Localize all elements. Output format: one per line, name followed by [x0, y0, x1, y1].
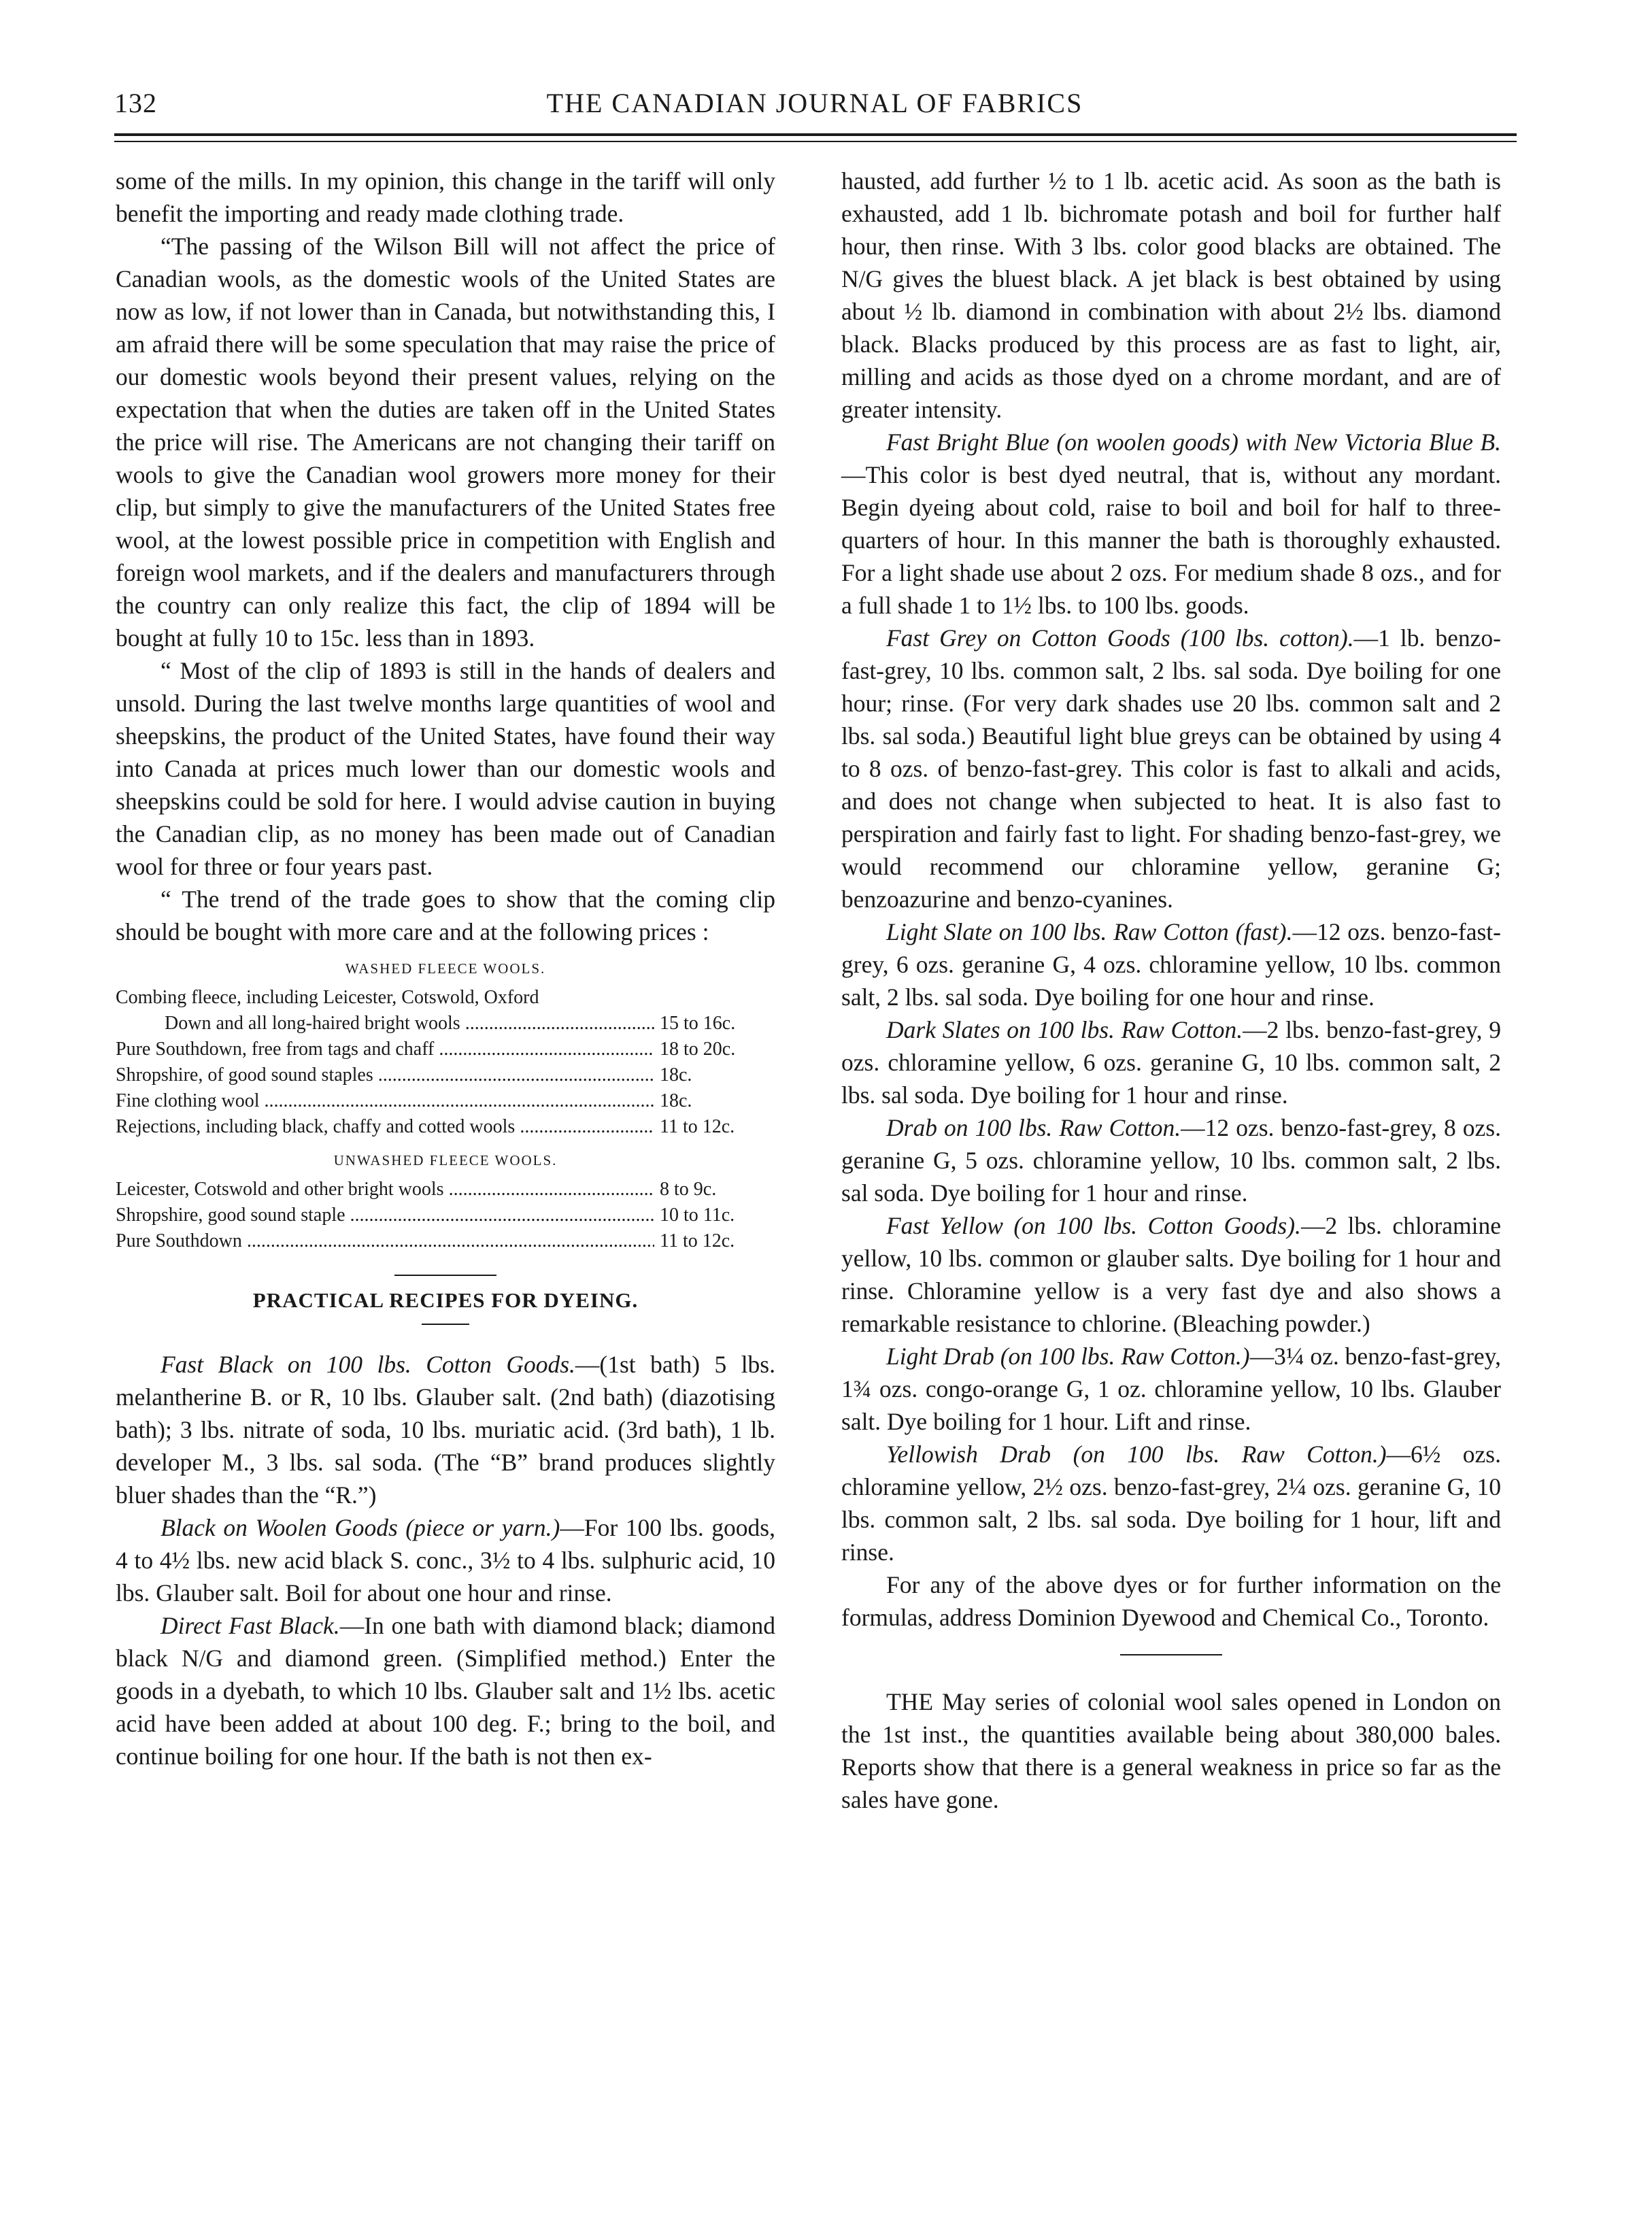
wool-price: 10 to 11c.: [660, 1205, 735, 1226]
recipe-body: —This color is best dyed neutral, that is, without any mordant. Begin dyeing about cold, raise to boil and boil for half to three-quarters of hour. In this manner the bath is thoroughly exhausted. For a light shade use about 2 ozs. For medium shade 8 ozs., and for a full shade 1 to 1½ lbs. to 100 lbs. goods.: [841, 461, 1501, 619]
recipe-body: —3¼ oz. benzo-fast-grey, 1¾ ozs. congo-orange G, 1 oz. chloramine yellow, 10 lbs. Glauber salt. Dye boiling for 1 hour. Lift and rinse.: [841, 1343, 1501, 1435]
table-row: [116, 1114, 775, 1140]
table-row: [116, 1088, 775, 1114]
right-column: [841, 165, 1501, 1816]
wool-price: 15 to 16c.: [660, 1013, 736, 1034]
recipe: [841, 1209, 1501, 1340]
recipe-body: —2 lbs. benzo-fast-grey, 9 ozs. chloramine yellow, 6 ozs. geranine G, 10 lbs. common salt, 2 lbs. sal soda. Dye boiling for 1 hour and rinse.: [841, 1016, 1501, 1109]
recipe: [841, 426, 1501, 622]
section-divider: [1120, 1654, 1222, 1655]
paragraph: “ Most of the clip of 1893 is still in the hands of dealers and unsold. During the last twelve months large quantities of wool and sheepskins, the product of the United States, have found their way into Canada at prices much lower than our domestic wools and sheepskins could be sold for here. I would advise caution in buying the Canadian clip, as no money has been made out of Canadian wool for three or four years past.: [116, 657, 775, 880]
left-column: [116, 165, 775, 1772]
recipe-title: Fast Grey on Cotton Goods (100 lbs. cotton).: [886, 624, 1354, 652]
recipe-title: Light Drab (on 100 lbs. Raw Cotton.): [886, 1343, 1250, 1370]
page-number: 132: [114, 88, 157, 118]
page-header: [114, 87, 1515, 128]
recipe: [116, 1511, 775, 1609]
table-row: [116, 1062, 775, 1088]
wool-type: Rejections, including black, chaffy and cotted wools .....: [116, 1114, 654, 1140]
table-row: [116, 1177, 775, 1202]
recipe: [841, 1013, 1501, 1111]
unwashed-wools-table: [116, 1177, 775, 1254]
wool-type: Leicester, Cotswold and other bright wools .....: [116, 1177, 654, 1202]
paragraph: hausted, add further ½ to 1 lb. acetic acid. As soon as the bath is exhausted, add 1 lb. bichromate potash and boil for further half hour, then rinse. With 3 lbs. color good blacks are obtained. The N/G gives the bluest black. A jet black is best obtained by using about ½ lb. diamond in combination with about 2½ lbs. diamond black. Blacks produced by this process are as fast to light, air, milling and acids as those dyed on a chrome mordant, and are of greater intensity.: [841, 167, 1501, 423]
recipe-body: —(1st bath) 5 lbs. melantherine B. or R, 10 lbs. Glauber salt. (2nd bath) (diazotising bath); 3 lbs. nitrate of soda, 10 lbs. muriatic acid. (3rd bath), 1 lb. developer M., 3 lbs. sal soda. (The “B” brand produces slightly bluer shades than the “R.”): [116, 1351, 775, 1509]
wool-type: Pure Southdown, free from tags and chaff .....: [116, 1037, 654, 1062]
header-rule-bottom: [114, 141, 1517, 142]
header-rule-top: [114, 133, 1517, 136]
wool-price: 18c.: [660, 1090, 692, 1111]
paragraph: For any of the above dyes or for further information on the formulas, address Dominion Dyewood and Chemical Co., Toronto.: [841, 1571, 1501, 1631]
wool-type: Shropshire, of good sound staples .....: [116, 1062, 654, 1088]
paragraph: “The passing of the Wilson Bill will not affect the price of Canadian wools, as the domestic wools of the United States are now as low, if not lower than in Canada, but notwithstanding this, I am afraid there will be some speculation that may raise the price of our domestic wools beyond their present values, relying on the expectation that when the duties are taken off in the United States the price will rise. The Americans are not changing their tariff on wools to give the Canadian wool growers more money for their clip, but simply to give the manufacturers of the United States free wool, at the lowest possible price in competition with English and foreign wool markets, and if the dealers and manufacturers through the country can only realize this fact, the clip of 1894 will be bought at fully 10 to 15c. less than in 1893.: [116, 233, 775, 652]
washed-wools-heading: WASHED FLEECE WOOLS.: [345, 960, 546, 977]
recipe: [116, 1609, 775, 1772]
wool-price: 11 to 12c.: [660, 1116, 735, 1137]
wool-price: 18 to 20c.: [660, 1039, 736, 1060]
recipe: [841, 915, 1501, 1013]
recipe-body: —12 ozs. benzo-fast-grey, 8 ozs. geranine G, 5 ozs. chloramine yellow, 10 lbs. common salt, 2 lbs. sal soda. Dye boiling for 1 hour and rinse.: [841, 1114, 1501, 1207]
recipe: [841, 1340, 1501, 1438]
wool-type: Down and all long-haired bright wools .....: [116, 1011, 654, 1037]
recipe-title: Dark Slates on 100 lbs. Raw Cotton.: [886, 1016, 1243, 1043]
recipe-title: Drab on 100 lbs. Raw Cotton.: [886, 1114, 1181, 1141]
recipe-body: —2 lbs. chloramine yellow, 10 lbs. common or glauber salts. Dye boiling for 1 hour and rinse. Chloramine yellow is a very fast dye and also shows a remarkable resistance to chlorine. (Bleaching powder.): [841, 1212, 1502, 1337]
washed-wools-table: [116, 985, 775, 1140]
recipe-body: —For 100 lbs. goods, 4 to 4½ lbs. new acid black S. conc., 3½ to 4 lbs. sulphuric acid, 10 lbs. Glauber salt. Boil for about one hour and rinse.: [116, 1514, 776, 1607]
recipe-title: Direct Fast Black.: [161, 1612, 340, 1639]
paragraph: “ The trend of the trade goes to show that the coming clip should be bought with more care and at the following prices :: [116, 886, 775, 945]
recipe-body: —1 lb. benzo-fast-grey, 10 lbs. common salt, 2 lbs. sal soda. Dye boiling for one hour; rinse. (For very dark shades use 20 lbs. common salt and 2 lbs. sal soda.) Beautiful light blue greys can be obtained by using 4 to 8 ozs. of benzo-fast-grey. This color is fast to alkali and acids, and does not change when subjected to heat. It is also fast to perspiration and fairly fast to light. For shading benzo-fast-grey, we would recommend our chloramine yellow, geranine G; benzoazurine and benzo-cyanines.: [841, 624, 1502, 913]
table-row: [116, 1202, 775, 1228]
recipe: [841, 622, 1501, 915]
recipe-body: —In one bath with diamond black; diamond black N/G and diamond green. (Simplified method.) Enter the goods in a dyebath, to which 10 lbs. Glauber salt and 1½ lbs. acetic acid have been added at about 100 deg. F.; bring to the boil, and continue boiling for one hour. If the bath is not then ex-: [116, 1612, 775, 1770]
recipe-title: Yellowish Drab (on 100 lbs. Raw Cotton.): [886, 1441, 1387, 1468]
recipe-title: Fast Black on 100 lbs. Cotton Goods.: [161, 1351, 575, 1378]
recipe-title: Fast Bright Blue (on woolen goods) with New Victoria Blue B.: [886, 428, 1501, 456]
wool-type: Combing fleece, including Leicester, Cotswold, Oxford: [116, 987, 539, 1008]
wool-price: 18c.: [660, 1064, 692, 1086]
paragraph: THE May series of colonial wool sales opened in London on the 1st inst., the quantities available being about 380,000 bales. Reports show that there is a general weakness in price so far as the sales have gone.: [841, 1688, 1501, 1813]
wool-price: 8 to 9c.: [660, 1179, 717, 1200]
section-heading: PRACTICAL RECIPES FOR DYEING.: [252, 1288, 639, 1312]
journal-title: THE CANADIAN JOURNAL OF FABRICS: [546, 88, 1083, 118]
recipe: [841, 1111, 1501, 1209]
recipe-title: Light Slate on 100 lbs. Raw Cotton (fast).: [886, 918, 1293, 945]
paragraph: some of the mills. In my opinion, this change in the tariff will only benefit the importing and ready made clothing trade.: [116, 167, 775, 227]
wool-price: 11 to 12c.: [660, 1230, 735, 1251]
unwashed-wools-heading: UNWASHED FLEECE WOOLS.: [333, 1152, 558, 1168]
section-divider: [394, 1275, 496, 1276]
table-row: [116, 1228, 775, 1254]
table-row: [116, 1011, 775, 1037]
wool-type: Fine clothing wool .....: [116, 1088, 654, 1114]
recipe-title: Fast Yellow (on 100 lbs. Cotton Goods).: [886, 1212, 1301, 1239]
recipe-title: Black on Woolen Goods (piece or yarn.): [161, 1514, 560, 1541]
wool-price: [654, 985, 775, 1011]
table-row: [116, 985, 775, 1011]
section-divider: [422, 1324, 469, 1325]
table-row: [116, 1037, 775, 1062]
wool-type: Shropshire, good sound staple .....: [116, 1202, 654, 1228]
recipe-body: —6½ ozs. chloramine yellow, 2½ ozs. benzo-fast-grey, 2¼ ozs. geranine G, 10 lbs. common salt, 2 lbs. sal soda. Dye boiling for 1 hour, lift and rinse.: [841, 1441, 1501, 1566]
recipe: [116, 1348, 775, 1511]
recipe-body: —12 ozs. benzo-fast-grey, 6 ozs. geranine G, 4 ozs. chloramine yellow, 10 lbs. common salt, 2 lbs. sal soda. Dye boiling for one hour and rinse.: [841, 918, 1501, 1011]
wool-type: Pure Southdown .....: [116, 1228, 654, 1254]
recipe: [841, 1438, 1501, 1568]
